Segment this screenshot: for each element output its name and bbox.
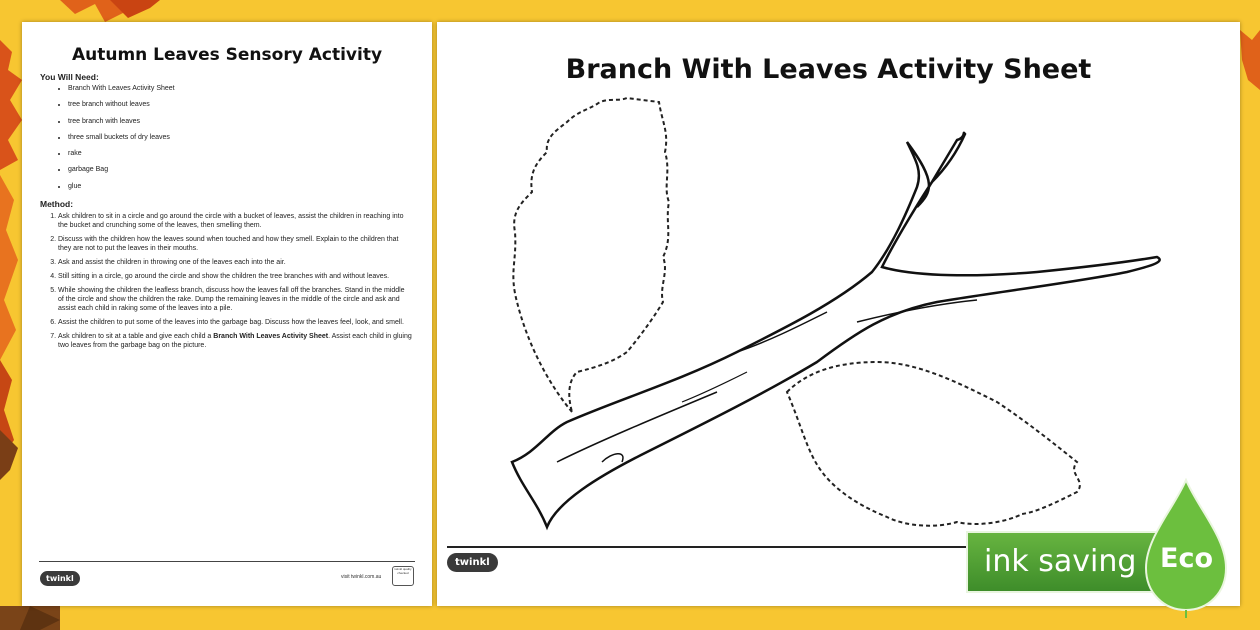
method-step: 3. Ask and assist the children in throwing one of the leaves each into the air.: [58, 258, 412, 267]
needs-item: • Branch With Leaves Activity Sheet: [68, 85, 412, 93]
needs-item: • tree branch with leaves: [68, 118, 412, 126]
activity-sheet-title: Branch With Leaves Activity Sheet: [565, 54, 1092, 85]
needs-item: • rake: [68, 150, 412, 158]
method-step-bold: Branch With Leaves Activity Sheet: [213, 333, 329, 341]
instructions-body: [40, 72, 412, 355]
footer-divider: [39, 561, 415, 562]
method-step-last: [58, 332, 412, 350]
activity-instructions-sheet: [22, 22, 432, 606]
method-step: 6. Assist the children to put some of the leaves into the garbage bag. Discuss how the leaves feel, look, and smell.: [58, 318, 412, 327]
stamp-text: twinkl quality checked: [394, 567, 412, 575]
method-step: 5. While showing the children the leafless branch, discuss how the leaves fall off the branches. Stand in the middle of the circle and show the children the rake. Dump the remaining leaves in the middle of the circle and ask and assist each child in raking some of the leaves into a pile.: [58, 286, 412, 313]
maple-leaf-top-right: [1240, 30, 1260, 90]
twinkl-logo-text: twinkl: [40, 571, 80, 586]
twinkl-logo-text: twinkl: [447, 553, 498, 572]
maple-leaf-top-left: [60, 0, 160, 22]
method-heading: Method:: [40, 199, 74, 210]
needs-list: [40, 85, 412, 191]
maple-leaf-left-edge: [0, 40, 22, 480]
method-step-text: . Assist each child in gluing two leaves from the garbage bag on the picture.: [58, 333, 412, 350]
needs-heading: You Will Need:: [40, 72, 99, 82]
trunk-bottom-left: [0, 606, 60, 630]
twinkl-logo: [447, 552, 498, 572]
ink-saving-label: ink saving: [984, 544, 1137, 579]
needs-item: • glue: [68, 183, 412, 191]
dashed-leaf-outline-bottom: [787, 362, 1080, 526]
method-step: 1. Ask children to sit in a circle and go around the circle with a bucket of leaves, assist the children in reaching into the bucket and crunching some of the leaves, then smelling them.: [58, 212, 412, 230]
twinkl-logo: [40, 568, 80, 586]
eco-label: Eco: [1160, 543, 1213, 574]
method-step-text: Ask children to sit at a table and give each child a: [58, 333, 214, 341]
branch-outline: [512, 133, 1160, 527]
footer-url: visit twinkl.com.au: [341, 574, 382, 580]
method-list: [40, 212, 412, 350]
instructions-title: Autumn Leaves Sensory Activity: [71, 45, 383, 65]
branch-illustration: [437, 22, 1240, 606]
branch-activity-sheet: [437, 22, 1240, 606]
method-step: 4. Still sitting in a circle, go around the circle and show the children the tree branches with and without leaves.: [58, 272, 412, 281]
quality-checked-stamp: [392, 566, 414, 586]
needs-item: • garbage Bag: [68, 166, 412, 174]
needs-item: • three small buckets of dry leaves: [68, 134, 412, 142]
needs-item: • tree branch without leaves: [68, 101, 412, 109]
dashed-leaf-outline-top: [513, 98, 669, 412]
method-step: 2. Discuss with the children how the leaves sound when touched and how they smell. Explain to the children that they are not to put the leaves in their mouths.: [58, 235, 412, 253]
